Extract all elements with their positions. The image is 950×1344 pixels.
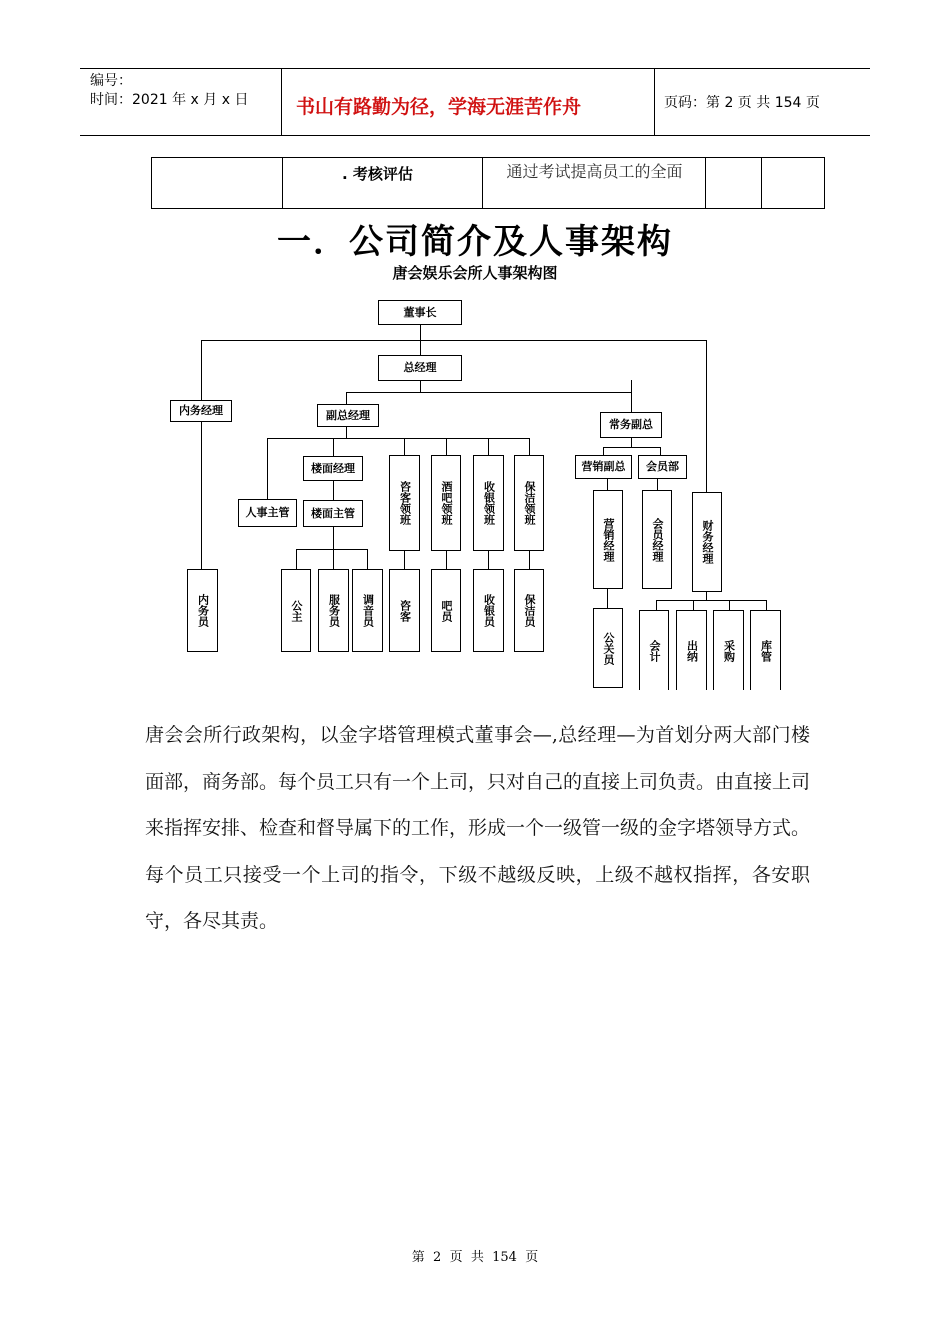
connector-line	[367, 549, 368, 569]
document-date: 时间：2021 年 x 月 x 日	[90, 92, 249, 108]
connector-line	[446, 438, 447, 455]
connector-line	[656, 600, 657, 610]
connector-line	[766, 600, 767, 610]
header-motto: 书山有路勤为径，学海无涯苦作舟	[296, 96, 582, 118]
header-bottom-rule	[80, 135, 870, 136]
org-node-cashier-lead: 收银领班	[473, 455, 504, 551]
connector-line	[603, 447, 604, 455]
connector-line	[607, 588, 608, 608]
body-paragraph: 唐会会所行政架构，以金字塔管理模式董事会—,总经理—为首划分两大部门楼面部，商务部。每个员工只有一个上司，只对自己的直接上司负责。由直接上司来指挥安排、检查和督导属下的工作，形成一个一级管一级的金字塔领导方式。每个员工只接受一个上司的指令，下级不越级反映，上级不越权指挥，各安职守，各尽其责。	[145, 724, 811, 932]
table-cell-border	[705, 158, 706, 208]
connector-line	[404, 550, 405, 569]
connector-line	[607, 478, 608, 490]
document-code: 编号：	[90, 73, 132, 89]
org-node-internal-staff: 内务员	[187, 569, 218, 652]
connector-line	[488, 550, 489, 569]
org-node-finance-manager: 财务经理	[692, 492, 722, 592]
org-node-floor-manager: 楼面经理	[303, 456, 363, 481]
connector-line	[603, 447, 660, 448]
org-node-accounting: 会计	[639, 610, 669, 690]
assessment-table	[151, 157, 825, 209]
org-node-chairman: 董事长	[378, 300, 462, 325]
section-title: 一．公司简介及人事架构	[277, 222, 673, 262]
assessment-item: . 考核评估	[342, 165, 413, 183]
connector-line	[660, 447, 661, 455]
table-cell-border	[482, 158, 483, 208]
org-node-sales-deputy: 营销副总	[575, 455, 632, 479]
org-node-executive-deputy: 常务副总	[600, 412, 662, 438]
org-node-bar-lead: 酒吧领班	[431, 455, 461, 551]
connector-line	[656, 600, 766, 601]
org-node-purchasing: 采购	[713, 610, 744, 690]
org-node-bartender: 吧员	[431, 569, 461, 652]
org-node-princess: 公主	[281, 569, 311, 652]
assessment-desc: 通过考试提高员工的全面	[506, 162, 683, 181]
connector-line	[333, 527, 334, 549]
connector-line	[657, 478, 658, 490]
org-node-pr-staff: 公关员	[593, 608, 623, 688]
org-node-deputy-gm: 副总经理	[317, 404, 379, 427]
table-cell-border	[761, 158, 762, 208]
org-node-cleaner: 保洁员	[514, 569, 544, 652]
org-node-hr-supervisor: 人事主管	[238, 499, 297, 527]
page-number-label: 页码：第 2 页 共 154 页	[664, 95, 820, 111]
connector-line	[529, 550, 530, 569]
connector-line	[201, 340, 202, 400]
connector-line	[488, 438, 489, 455]
org-node-sound-tech: 调音员	[352, 569, 383, 652]
org-node-greeter: 咨客	[389, 569, 420, 652]
connector-line	[333, 438, 334, 456]
connector-line	[706, 340, 707, 492]
connector-line	[201, 340, 707, 341]
connector-line	[346, 392, 347, 404]
connector-line	[404, 438, 405, 455]
connector-line	[333, 549, 334, 569]
connector-line	[446, 550, 447, 569]
org-node-cleaning-lead: 保洁领班	[514, 455, 544, 551]
org-node-member-manager: 会员经理	[642, 490, 672, 589]
header-top-rule	[80, 68, 870, 69]
header-divider	[654, 68, 655, 136]
connector-line	[346, 426, 347, 438]
org-node-member-dept: 会员部	[638, 455, 687, 479]
connector-line	[296, 549, 297, 569]
connector-line	[631, 437, 632, 447]
chart-title: 唐会娱乐会所人事架构图	[392, 264, 558, 282]
org-node-reception-lead: 咨客领班	[389, 455, 420, 551]
org-node-cashier: 收银员	[473, 569, 504, 652]
connector-line	[201, 421, 202, 569]
connector-line	[729, 600, 730, 610]
connector-line	[267, 438, 529, 439]
connector-line	[296, 549, 368, 550]
org-node-warehouse: 库管	[750, 610, 781, 690]
connector-line	[267, 438, 268, 499]
connector-line	[333, 481, 334, 500]
page-footer: 第 2 页 共 154 页	[411, 1250, 539, 1265]
org-node-waiter: 服务员	[318, 569, 349, 652]
org-node-internal-manager: 内务经理	[170, 400, 232, 422]
connector-line	[631, 380, 632, 412]
org-node-sales-manager: 营销经理	[593, 490, 623, 589]
org-node-teller: 出纳	[676, 610, 707, 690]
table-cell-border	[282, 158, 283, 208]
connector-line	[346, 392, 632, 393]
header-divider	[281, 68, 282, 136]
org-node-floor-supervisor: 楼面主管	[303, 500, 363, 527]
connector-line	[529, 438, 530, 455]
connector-line	[706, 592, 707, 600]
connector-line	[693, 600, 694, 610]
org-node-general-manager: 总经理	[378, 355, 462, 381]
